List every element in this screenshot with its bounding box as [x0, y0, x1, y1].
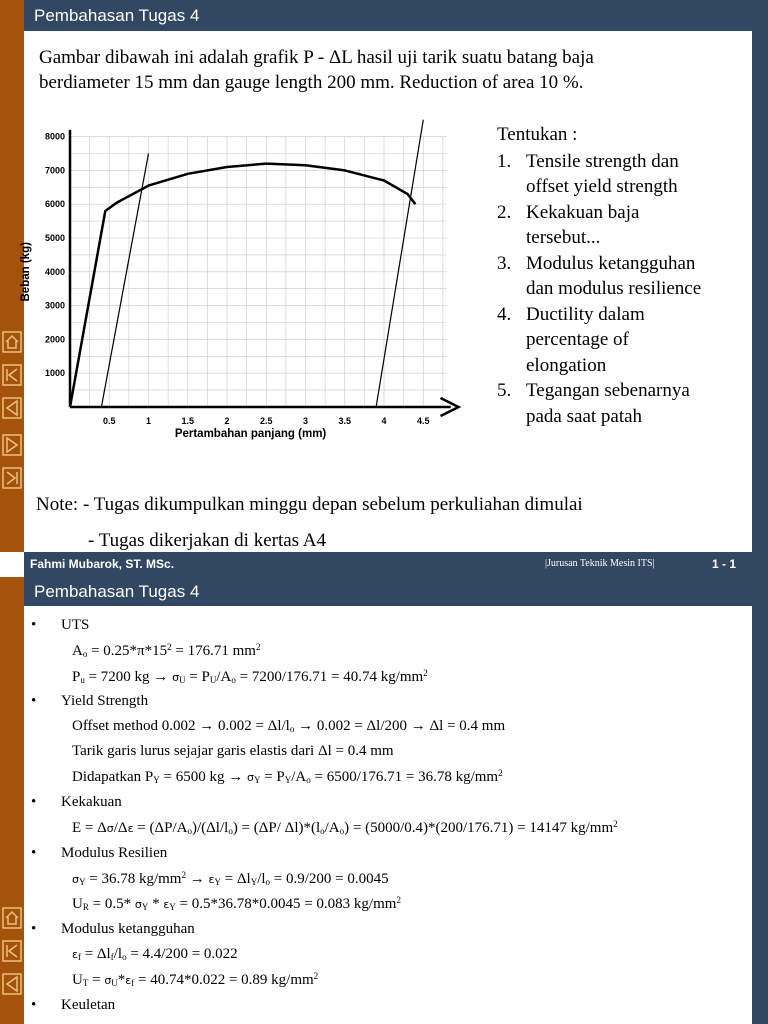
heading-ductility: Keuletan	[61, 997, 116, 1013]
heading-yield-strength: Yield Strength	[61, 693, 149, 709]
task-number: 5.	[497, 380, 512, 401]
yield-line-instruction: Tarik garis lurus sejajar garis elastis dari Δl = 0.4 mm	[72, 743, 394, 759]
x-tick-label: 3	[302, 416, 309, 426]
task-text-line: Tegangan sebenarnya	[526, 380, 690, 401]
resilience-result: $U_R = 0.5*$ $\sigma_Y * \varepsilon_Y = 0.5*36.78*0.0045 = 0.083$ $kg/mm^2$	[72, 895, 401, 912]
previous-slide-icon[interactable]	[2, 397, 22, 419]
y-axis-label: Beban (kg)	[20, 242, 32, 302]
footer-author: Fahmi Mubarok, ST. MSc.	[30, 557, 175, 571]
task-list-heading: Tentukan :	[497, 124, 578, 145]
task-text-line: dan modulus resilience	[526, 278, 702, 299]
x-tick-label: 2.5	[259, 416, 273, 426]
y-tick-label: 2000	[44, 334, 65, 345]
uts-area: $A_o = 0.25*\pi*15^2 = 176.71$ $mm^2$	[72, 642, 261, 659]
task-number: 1.	[497, 150, 512, 172]
task-text-line: Kekakuan baja	[526, 201, 640, 223]
task-number: 3.	[497, 252, 512, 274]
task-item-3	[497, 251, 747, 302]
slide-footer	[24, 552, 768, 577]
toughness-strain: $\varepsilon_f = \Delta l_f/l_o = 4.4/200 = 0.022$	[72, 946, 238, 962]
first-slide-icon[interactable]	[2, 940, 22, 962]
previous-slide-icon[interactable]	[2, 973, 22, 995]
x-tick-label: 4	[381, 416, 387, 426]
bullet-resilience: •	[31, 845, 37, 861]
y-tick-label: 7000	[44, 165, 65, 176]
task-text-line: elongation	[526, 354, 607, 376]
task-text-line: Tensile strength dan	[526, 150, 679, 172]
task-text-line: offset yield strength	[526, 176, 678, 197]
right-edge-2	[752, 577, 768, 1024]
x-tick-label: 3.5	[338, 416, 352, 426]
bullet-ductility: •	[31, 997, 37, 1013]
next-slide-icon[interactable]	[2, 434, 22, 456]
heading-resilience: Modulus Resilien	[61, 845, 168, 861]
y-tick-label: 3000	[44, 300, 65, 311]
last-slide-icon[interactable]	[2, 467, 22, 489]
resilience-strain: $\sigma_Y = 36.78$ $kg/mm^2 \to \varepsilon_Y = \Delta l_Y/l_o = 0.9/200 = 0.0045$	[72, 870, 389, 887]
problem-line-1: Gambar dibawah ini adalah grafik P - ΔL hasil uji tarik suatu batang baja	[39, 47, 594, 68]
right-edge	[752, 0, 768, 552]
task-number: 4.	[497, 303, 512, 325]
task-list	[497, 122, 747, 429]
yield-result: Didapatkan $P_Y = 6500$ kg → $\sigma_Y = P_Y/A_o = 6500/176.71 = 36.78$ $kg/mm^2$	[72, 768, 503, 785]
bullet-yield: •	[31, 693, 37, 709]
task-item-1	[497, 149, 747, 200]
home-icon[interactable]	[2, 907, 22, 929]
task-items	[497, 149, 747, 430]
offset-line	[101, 154, 148, 408]
bullet-toughness: •	[31, 921, 37, 937]
x-tick-label: 1.5	[181, 416, 195, 426]
x-tick-label: 1	[145, 416, 152, 426]
uts-stress: $P_u = 7200$ kg → $\sigma_U = P_U/A_o = 7200/176.71 = 40.74$ $kg/mm^2$	[72, 668, 428, 685]
first-slide-icon[interactable]	[2, 364, 22, 386]
heading-uts: UTS	[61, 617, 90, 633]
bullet-stiffness: •	[31, 794, 37, 810]
task-text-line: percentage of	[526, 329, 629, 350]
note-line-1: Note: - Tugas dikumpulkan minggu depan sebelum perkuliahan dimulai	[36, 494, 583, 515]
x-axis-label: Pertambahan panjang (mm)	[174, 428, 327, 440]
slide2-title: Pembahasan Tugas 4	[24, 577, 768, 606]
load-elongation-curve	[70, 164, 415, 407]
task-text-line: pada saat patah	[526, 405, 643, 427]
yield-offset: Offset method $0.002 \to 0.002 = \Delta l/l_o \to 0.002 = \Delta l/200 \to \Delta l = 0.4$ mm	[72, 718, 506, 734]
stiffness-formula: $E = \Delta\sigma/\Delta\varepsilon = (\Delta P/A_o)/(\Delta l/l_o) = (\Delta P/$ $\Delta l)*(l_o/A_o) = (5000/0.4)*(200/176.71) = 14147$ $kg/mm^2$	[72, 819, 618, 836]
y-tick-label: 1000	[44, 368, 65, 379]
x-tick-label: 0.5	[102, 416, 116, 426]
y-tick-label: 8000	[44, 131, 65, 142]
load-elongation-chart	[20, 100, 475, 445]
y-tick-label: 6000	[44, 199, 65, 210]
x-tick-label: 4.5	[416, 416, 430, 426]
task-text-line: Modulus ketangguhan	[526, 252, 696, 274]
toughness-result: $U_T = \sigma_U*\varepsilon_f = 40.74*0.022 = 0.89$ $kg/mm^2$	[72, 971, 319, 988]
note-line-2: - Tugas dikerjakan di kertas A4	[88, 530, 327, 551]
task-item-2	[497, 200, 747, 251]
task-number: 2.	[497, 201, 512, 223]
heading-stiffness: Kekakuan	[61, 794, 122, 810]
heading-toughness: Modulus ketangguhan	[61, 921, 195, 937]
slide1-title: Pembahasan Tugas 4	[24, 0, 768, 31]
task-item-5	[497, 378, 747, 429]
task-text-line: tersebut...	[526, 227, 601, 248]
y-tick-label: 5000	[44, 233, 65, 243]
problem-statement	[39, 45, 739, 95]
task-text-line: Ductility dalam	[526, 303, 645, 325]
problem-line-2: berdiameter 15 mm dan gauge length 200 mm. Reduction of area 10 %.	[39, 72, 584, 93]
task-item-4	[497, 302, 747, 379]
home-icon[interactable]	[2, 331, 22, 353]
y-tick-label: 4000	[44, 266, 65, 277]
x-tick-label: 2	[224, 416, 230, 426]
fracture-unload-line	[376, 120, 423, 407]
footer-page-number: 1 - 1	[712, 557, 737, 571]
bullet-uts: •	[31, 617, 37, 633]
footer-department: |Jurusan Teknik Mesin ITS|	[545, 558, 655, 569]
